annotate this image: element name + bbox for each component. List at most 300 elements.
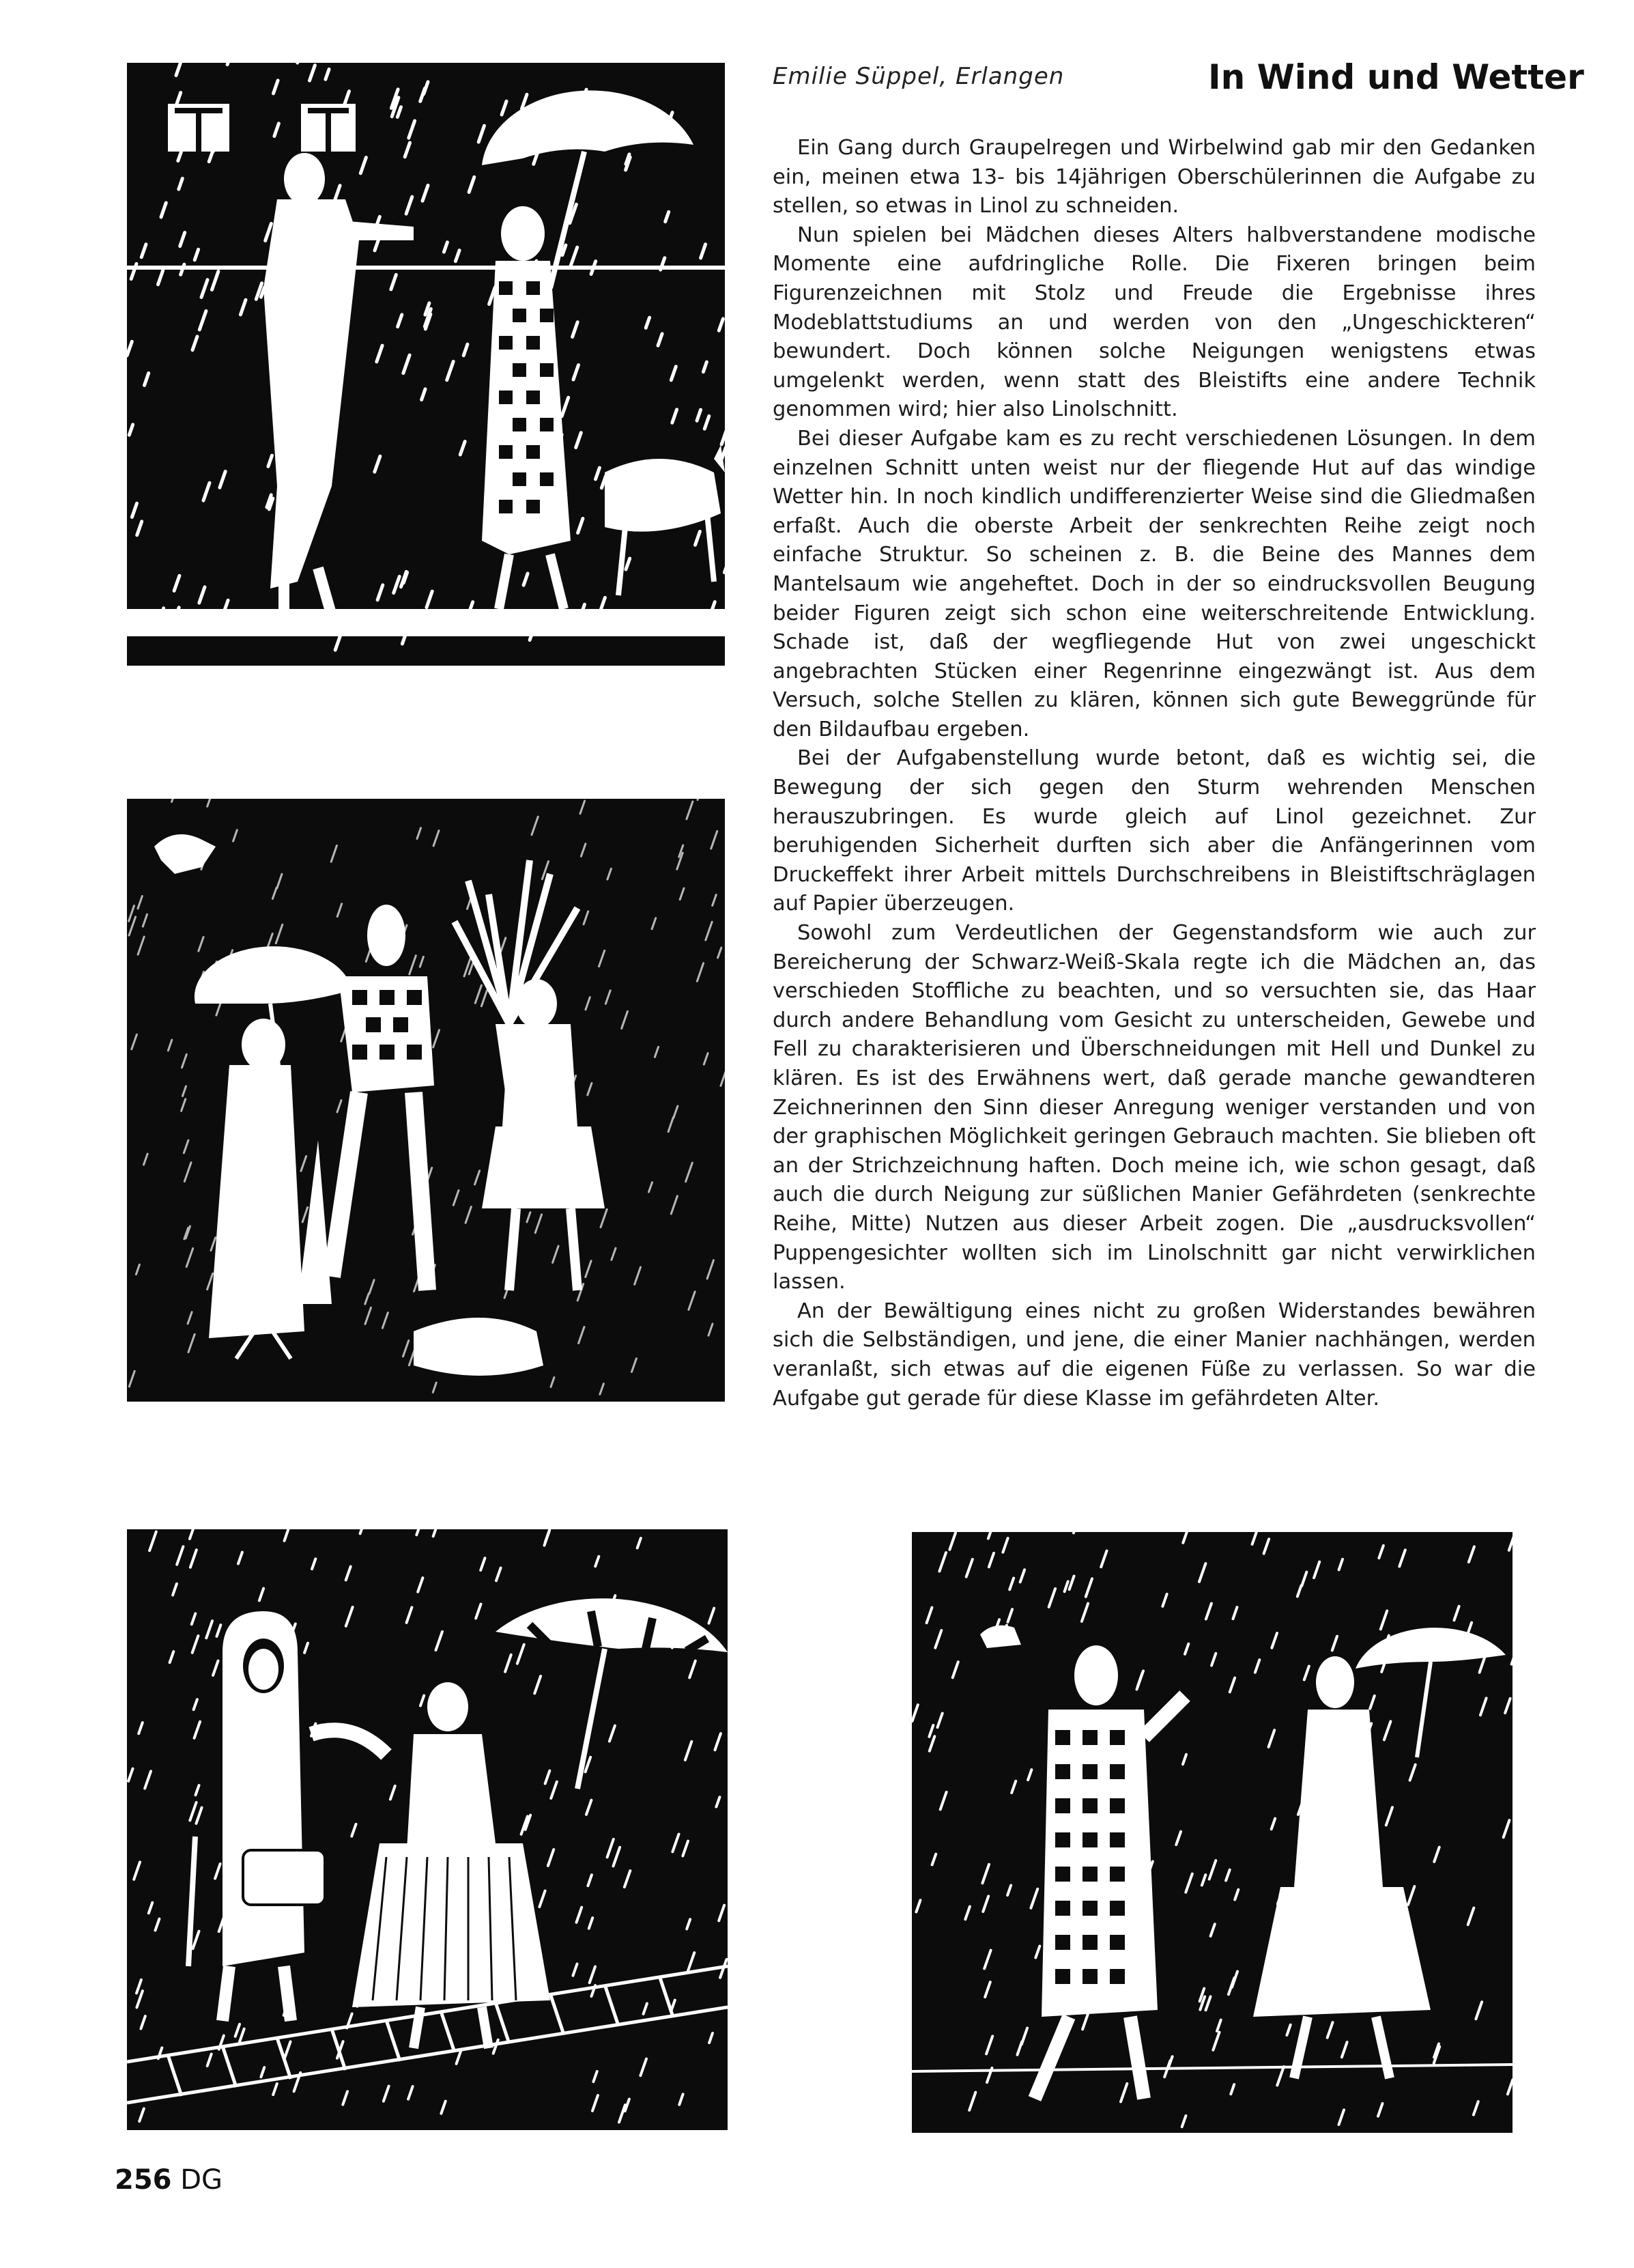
rain-stroke [1202,1875,1205,1885]
rain-stroke [1454,1606,1459,1620]
paragraph: Bei dieser Aufgabe kam es zu recht verschiedenen Lösungen. In dem einzelnen Schnitt unten weist nur der fliegende Hut auf das windige Wetter hin. In noch kindlich undifferenzierter Weise sind die Gliedmaßen erfaßt. Auch die oberste Arbeit der senkrechten Reihe zeigt noch einfache Struktur. So scheinen z. B. die Beine des Mannes dem Mantelsaum wie angeheftet. Doch in der so eindrucksvollen Beugung beider Figuren zeigt sich schon eine weiterschreitende Entwicklung. Schade ist, daß der wegfliegende Hut von zwei ungeschickt angebrachten Stücken einer Regenrinne eingezwängt ist. Aus dem Versuch, solche Stellen zu klären, können sich gute Beweggründe für den Bildaufbau ergeben. [773,426,1536,741]
rain-stroke [969,2093,975,2110]
rain-stroke [672,1834,678,1852]
rain-stroke [579,1327,584,1344]
rain-stroke [1370,1696,1375,1709]
rain-stroke [704,416,709,429]
rain-stroke [481,991,487,1006]
rain-stroke [1379,1546,1383,1558]
rain-stroke [184,1140,188,1153]
rain-stroke [600,1384,604,1395]
rain-stroke [704,1053,708,1064]
rain-stroke [460,442,465,455]
rain-stroke [238,1553,242,1564]
rain-stroke [285,2042,290,2058]
rain-stroke [220,472,225,488]
rain-stroke [346,1567,351,1580]
rain-stroke [360,158,366,173]
rain-stroke [391,274,397,289]
rain-stroke [721,1067,725,1086]
rain-stroke [1183,1532,1187,1543]
rain-stroke [201,280,207,298]
rain-stroke [1169,2056,1173,2066]
rain-stroke [619,2105,625,2122]
rain-stroke [689,1292,695,1310]
rain-stroke [965,1907,970,1920]
rain-stroke [586,1261,591,1277]
rain-stroke [184,1163,191,1182]
rain-stroke [1007,1886,1011,1896]
rain-stroke [548,1849,554,1866]
rain-stroke [576,433,582,448]
rain-stroke [406,197,412,214]
rain-stroke [173,1584,177,1596]
rain-stroke [985,1982,990,1997]
rain-stroke [407,1607,412,1622]
rain-stroke [708,1324,713,1335]
rain-stroke [1070,1576,1074,1590]
rain-stroke [268,934,272,947]
rain-stroke [481,1558,485,1570]
rain-stroke [517,1645,524,1664]
rain-stroke [463,344,468,356]
rain-stroke [1314,1562,1319,1578]
rain-stroke [1003,1538,1007,1553]
rain-stroke [195,249,198,260]
rain-stroke [177,1546,183,1564]
rain-stroke [1332,1636,1337,1651]
rain-stroke [277,874,282,888]
rain-stroke [1512,1651,1513,1664]
rain-stroke [966,1559,973,1577]
rain-stroke [203,483,210,500]
rain-stroke [1476,2002,1482,2019]
rain-stroke [375,456,380,472]
rain-stroke [1264,1539,1270,1553]
rain-stroke [207,2054,212,2066]
rain-stroke [179,178,183,189]
rain-stroke [405,143,410,157]
paragraph: An der Bewältigung eines nicht zu großen Widerstandes bewähren sich die Selbständigen, und jene, die einer Manier nachhängen, werden veranlaßt, sich etwas auf die eigenen Füße zu verlassen. So war die Aufgabe gut gerade für diese Klasse im gefährdeten Alter. [773,1299,1536,1411]
rain-stroke [595,1557,599,1566]
rain-stroke [551,1782,557,1798]
rain-stroke [138,937,144,954]
journal-abbreviation: DG [180,2164,223,2196]
paragraph: Sowohl zum Verdeutlichen der Gegenstandsform wie auch zur Bereicherung der Schwarz-Weiß-Skala regte ich die Mädchen an, das verschieden Stoffliche zu beachten, und so versuchten sie, das Haar durch andere Behandlung vom Gesicht zu unterscheiden, Gewebe und Fell zu charakterisieren und Überschneidungen mit Hell und Dunkel zu klären. Es ist des Erwähnens wert, daß gerade manche gewandteren Zeichnerinnen den Sinn dieser Anregung weniger verstanden und von der graphischen Möglichkeit geringen Gebrauch machten. Sie blieben oft an der Strichzeichnung haften. Doch meine ich, wie schon gesagt, daß auch die durch Neigung zur süßlichen Manier Gefährdeten (senkrechte Reihe, Mitte) Nutzen aus dieser Arbeit zogen. Die „ausdrucksvollen“ Puppengesichter wollten sich im Linolschnitt gar nicht verwirklichen lassen. [773,921,1536,1294]
rain-stroke [1302,1572,1306,1586]
rain-stroke [422,186,428,201]
rain-stroke [1304,1667,1309,1680]
rain-stroke [718,948,721,958]
rain-stroke [139,2109,144,2122]
rain-stroke [1008,1609,1013,1622]
rain-stroke [1509,1533,1513,1550]
rain-stroke [697,963,703,981]
rain-stroke [469,963,473,974]
rain-stroke [453,1191,459,1206]
rain-stroke [410,956,416,974]
rain-stroke [183,1086,186,1096]
rain-stroke [1339,2110,1345,2125]
rain-stroke [592,2095,598,2111]
rain-stroke [502,101,506,115]
rain-stroke [539,1891,545,1908]
rain-stroke [141,2016,145,2028]
rain-stroke [1217,2020,1221,2031]
rain-stroke [444,242,447,252]
rain-stroke [433,1383,436,1392]
rain-stroke [272,888,276,898]
rain-stroke [365,1294,369,1304]
rain-stroke [149,1903,153,1914]
rain-stroke [527,1213,530,1222]
rain-stroke [192,1636,199,1653]
rain-stroke [586,1757,591,1772]
rain-stroke [1176,1832,1181,1845]
rain-stroke [655,1047,658,1057]
rain-stroke [1121,2084,1127,2102]
rain-stroke [687,802,693,819]
rain-stroke [233,830,238,841]
rain-stroke [177,93,181,104]
rain-stroke [935,1630,941,1648]
rain-stroke [724,556,725,573]
rain-stroke [390,1786,395,1800]
page-number: 256 [115,2164,172,2196]
rain-stroke [505,1655,511,1672]
rain-stroke [1504,1820,1510,1837]
rain-stroke [1505,1699,1510,1713]
rain-stroke [688,1953,695,1972]
rain-stroke [614,1847,620,1867]
rain-stroke [465,1207,471,1223]
rain-stroke [268,455,272,466]
rain-stroke [207,1273,213,1289]
rain-stroke [170,1652,174,1662]
rain-stroke [501,938,506,952]
rain-stroke [188,1334,195,1352]
rain-stroke [596,468,600,479]
rain-stroke [1231,2084,1234,2094]
rain-stroke [285,1529,291,1541]
rain-stroke [384,2086,389,2101]
rain-stroke [158,270,163,285]
rain-stroke [1469,1546,1474,1562]
rain-stroke [192,337,197,350]
rain-stroke [1468,1908,1474,1925]
rain-stroke [139,1723,143,1733]
rain-stroke [161,203,166,217]
rain-stroke [1226,1870,1230,1881]
rain-stroke [545,1531,549,1546]
rain-stroke [1230,1678,1235,1692]
author-line: Emilie Süppel, Erlangen [773,63,1065,90]
rain-stroke [302,1207,308,1222]
rain-stroke [1298,1586,1302,1597]
rain-stroke [986,2036,992,2054]
rain-stroke [1209,1860,1216,1879]
paragraph: Nun spielen bei Mädchen dieses Alters halbverstandene modische Momente eine aufdringliche Rolle. Die Fixeren bringen beim Figurenzeichnen mit Stolz und Freude die Ergebnisse ihres Modeblattstudiums an und werden von den „Ungeschickteren“ bewundert. Doch können solche Neigungen wenigstens etwas umgelenkt werden, wenn statt des Bleistifts eine andere Technik genommen wird; hier also Linolschnitt. [773,223,1536,422]
rain-stroke [1255,1660,1259,1672]
rain-stroke [1206,1996,1211,2010]
rain-stroke [586,997,590,1010]
rain-stroke [939,1553,946,1571]
rain-stroke [988,1532,994,1539]
rain-stroke [1186,1874,1192,1893]
rain-stroke [141,244,146,257]
article-title: In Wind und Wetter [1208,57,1584,97]
rain-stroke [532,817,538,834]
linocut-1-image [127,63,725,666]
rain-stroke [1031,1889,1037,1908]
rain-stroke [394,576,400,593]
rain-stroke [197,1808,202,1824]
rain-stroke [545,1771,550,1784]
rain-stroke [989,1553,994,1567]
rain-stroke [607,868,612,879]
rain-stroke [685,1742,691,1760]
rain-stroke [927,1608,932,1624]
rain-stroke [637,1538,641,1548]
rain-stroke [1342,2042,1347,2057]
rain-stroke [127,341,132,355]
rain-stroke [496,1568,501,1581]
rain-stroke [1182,2116,1186,2127]
rain-stroke [190,1550,197,1568]
rain-stroke [982,1865,989,1884]
rain-stroke [1277,2067,1284,2085]
rain-stroke [422,389,425,400]
rain-stroke [476,1604,481,1619]
rain-stroke [941,1792,947,1810]
rain-stroke [1020,1570,1024,1582]
rain-stroke [172,799,177,802]
rain-stroke [674,1106,678,1118]
rain-stroke [524,573,528,585]
rain-stroke [573,365,579,380]
rain-stroke [646,317,649,328]
rain-stroke [913,1705,918,1721]
rain-stroke [1012,1781,1016,1793]
rain-stroke [398,315,402,327]
rain-stroke [1211,1924,1215,1936]
rain-stroke [143,914,147,926]
rain-stroke [441,2101,445,2114]
rain-stroke [134,1862,140,1879]
rain-stroke [416,1529,420,1535]
rain-stroke [535,1215,541,1233]
rain-stroke [195,1722,200,1738]
rain-stroke [1074,1532,1078,1533]
rain-stroke [310,66,315,81]
rain-stroke [632,1359,637,1372]
linocut-3-image [127,1529,728,2130]
rain-stroke [1339,1559,1343,1570]
rain-stroke [599,950,605,966]
paragraph: Ein Gang durch Graupelregen und Wirbelwind gab mir den Gedanken ein, meinen etwa 13- bis 14jährigen Oberschülerinnen die Aufgabe zu stellen, so etwas in Linol zu schneiden. [773,136,1536,218]
rain-stroke [199,937,203,952]
rain-stroke [420,88,425,101]
rain-stroke [259,1589,263,1601]
rain-stroke [1508,2080,1513,2094]
rain-stroke [671,367,676,380]
rain-stroke [719,1905,724,1921]
rain-stroke [1082,1604,1088,1621]
rain-stroke [687,1919,690,1929]
linocut-man-woman-umbrella-dog [127,63,725,666]
rain-stroke [1233,1607,1237,1619]
rain-stroke [132,503,137,517]
rain-stroke [136,1264,139,1274]
rain-stroke [433,831,439,846]
rain-stroke [227,63,233,65]
rain-stroke [1480,1698,1487,1715]
rain-stroke [605,991,610,1004]
rain-stroke [174,576,180,591]
rain-stroke [1162,1594,1166,1606]
rain-stroke [377,585,383,600]
rain-stroke [137,1980,141,1994]
rain-stroke [581,844,586,856]
rain-stroke [144,1154,148,1165]
rain-stroke [409,121,415,138]
rain-stroke [1137,1671,1144,1689]
rain-stroke [953,1662,958,1677]
rain-stroke [707,1260,713,1279]
rain-stroke [635,1267,641,1284]
rain-stroke [683,1841,688,1856]
rain-stroke [240,300,246,315]
rain-stroke [1252,1532,1257,1544]
rain-stroke [562,397,569,416]
rain-stroke [420,956,423,967]
rain-stroke [1185,1644,1188,1654]
rain-stroke [672,410,677,423]
rain-stroke [1287,2025,1290,2035]
rain-stroke [1399,1550,1405,1566]
rain-stroke [588,1083,592,1095]
rain-stroke [1206,1604,1212,1619]
rain-stroke [215,1864,220,1879]
rain-stroke [274,124,279,137]
rain-stroke [1083,2013,1088,2030]
rain-stroke [186,1249,192,1267]
linocut-umbrella-brick-road [127,1529,728,2130]
rain-stroke [326,69,329,79]
rain-stroke [703,362,706,372]
rain-stroke [273,2084,277,2095]
rain-stroke [418,1578,422,1592]
rain-stroke [207,799,214,806]
rain-stroke [1410,1765,1416,1781]
linocut-4-image [912,1532,1513,2133]
rain-stroke [274,81,278,94]
rain-stroke [1035,1946,1040,1958]
rain-stroke [212,272,218,290]
rain-stroke [128,1769,132,1781]
rain-stroke [216,1004,220,1016]
rain-stroke [686,1163,693,1182]
rain-stroke [658,334,662,345]
rain-stroke [571,247,577,266]
rain-stroke [312,1559,315,1569]
rain-stroke [1086,1578,1092,1596]
rain-stroke [239,2029,244,2043]
rain-stroke [475,985,481,1003]
rain-stroke [211,1238,216,1251]
rain-stroke [1378,2103,1383,2116]
rain-stroke [640,2059,646,2076]
rain-stroke [949,1533,956,1550]
rain-stroke [365,1307,371,1324]
page-footer [115,2164,223,2196]
rain-stroke [984,1951,990,1969]
rain-stroke [652,918,656,929]
rain-stroke [1384,1721,1391,1740]
rain-stroke [1381,1611,1387,1629]
rain-stroke [916,1900,920,1912]
rain-stroke [588,1875,592,1886]
rain-stroke [469,177,474,192]
rain-stroke [1028,1770,1031,1780]
rain-stroke [428,1168,432,1179]
rain-stroke [590,1967,595,1983]
rain-stroke [369,1280,374,1294]
rain-stroke [149,1532,156,1551]
rain-stroke [553,1246,559,1262]
rain-stroke [715,1733,721,1750]
rain-stroke [930,1736,935,1750]
rain-stroke [420,1696,424,1706]
rain-strokes [913,1532,1513,2127]
rain-stroke [337,904,342,917]
rain-stroke [331,846,336,862]
rain-stroke [584,911,588,924]
rain-stroke [266,224,272,241]
rain-stroke [188,1312,192,1324]
rain-stroke [475,1171,480,1185]
rain-stroke [193,1931,199,1948]
rain-stroke [668,1117,673,1131]
rain-stroke [337,1101,341,1112]
rain-stroke [455,251,459,261]
rain-stroke [493,2040,498,2054]
rain-stroke [199,311,206,330]
rain-stroke [938,1714,943,1728]
rain-stroke [1022,2028,1027,2045]
rain-stroke [403,355,410,373]
rain-stroke [343,2091,347,2104]
rain-stroke [1269,1730,1275,1747]
rain-stroke [194,1699,197,1710]
rain-stroke [622,1011,628,1028]
rain-stroke [671,1196,677,1214]
rain-stroke [417,828,421,839]
rain-stroke [589,1918,592,1929]
rain-stroke [1328,2022,1333,2037]
rain-stroke [209,152,212,162]
rain-stroke [180,233,185,246]
rain-stroke [235,2024,240,2037]
rain-stroke [433,1030,440,1047]
rain-stroke [1212,1654,1216,1666]
rain-stroke [403,1341,409,1357]
rain-stroke [649,1182,653,1192]
rain-stroke [551,1378,554,1387]
rain-stroke [213,1661,218,1675]
rain-stroke [593,2071,597,2082]
rain-stroke [1199,1563,1205,1582]
